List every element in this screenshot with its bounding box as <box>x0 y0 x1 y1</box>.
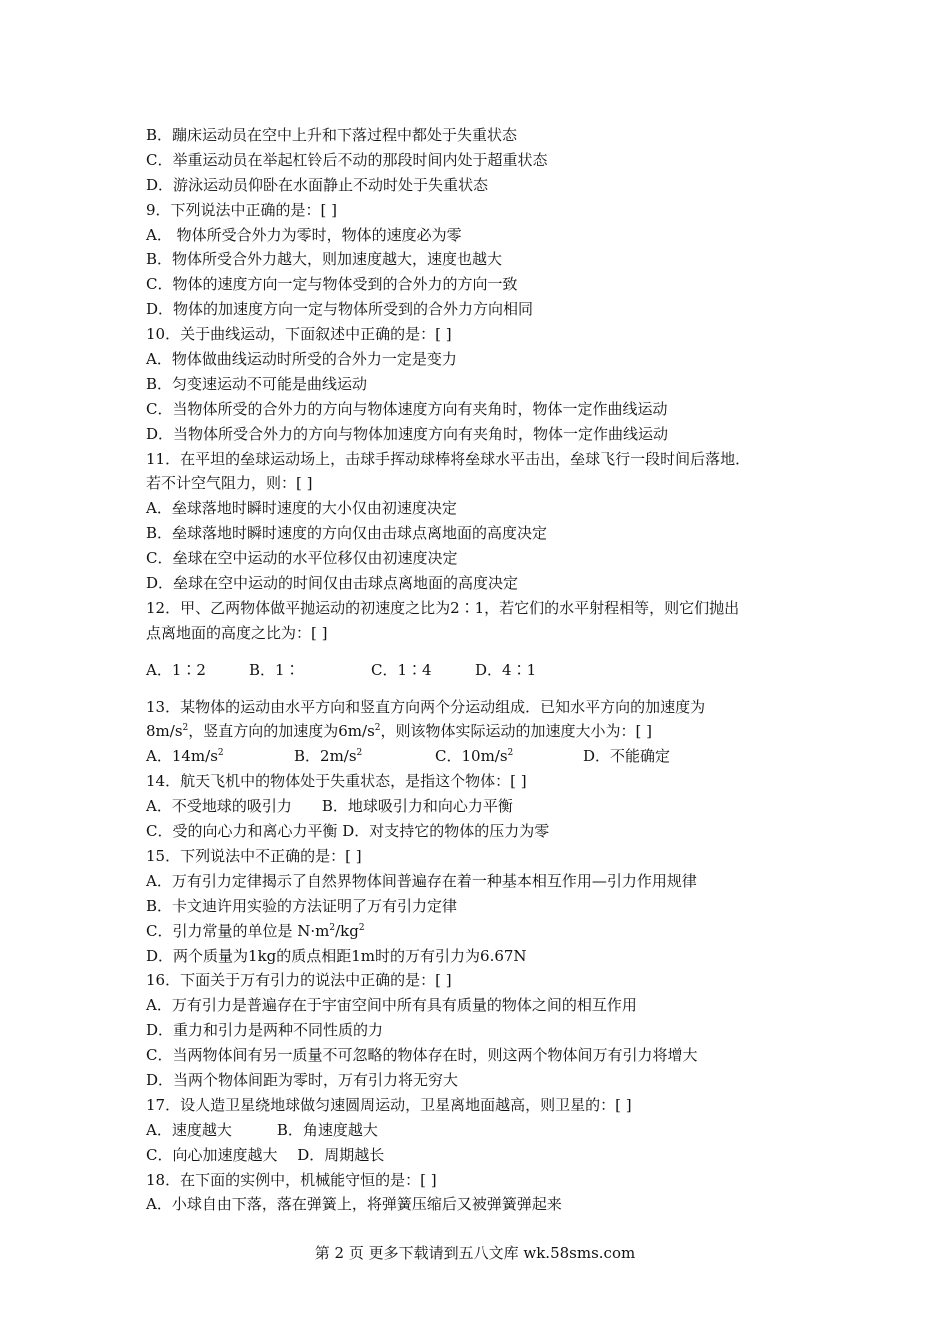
text-run: B．2m/s <box>294 747 357 766</box>
option-a: A．1∶2 <box>146 660 206 679</box>
text-line: C．向心加速度越大 D．周期越长 <box>146 1145 385 1164</box>
text-line: B．垒球落地时瞬时速度的方向仅由击球点离地面的高度决定 <box>146 524 548 543</box>
option-b: B．1∶ <box>249 660 300 679</box>
option-d: D．4∶1 <box>475 660 537 679</box>
page-footer: 第 2 页 更多下载请到五八文库 wk.58sms.com <box>314 1244 636 1262</box>
superscript: 2 <box>217 748 224 759</box>
text-line: B．卡文迪许用实验的方法证明了万有引力定律 <box>146 896 458 915</box>
text-line: A．物体做曲线运动时所受的合外力一定是变力 <box>146 350 457 369</box>
superscript: 2 <box>358 922 365 933</box>
text-run: ，则该物体实际运动的加速度大小为：[ ] <box>380 722 653 741</box>
text-run: A．14m/s <box>146 747 218 766</box>
question-14: 14．航天飞机中的物体处于失重状态，是指这个物体：[ ] <box>146 772 527 791</box>
text-line: A．小球自由下落，落在弹簧上，将弹簧压缩后又被弹簧弹起来 <box>146 1195 562 1214</box>
question-11: 11．在平坦的垒球运动场上，击球手挥动球棒将垒球水平击出，垒球飞行一段时间后落地． <box>146 449 751 468</box>
text-line: D．当物体所受合外力的方向与物体加速度方向有夹角时，物体一定作曲线运动 <box>146 424 669 443</box>
option-a <box>146 744 294 769</box>
text-line: C．当两物体间有另一质量不可忽略的物体存在时，则这两个物体间万有引力将增大 <box>146 1046 698 1065</box>
text-line: A．垒球落地时瞬时速度的大小仅由初速度决定 <box>146 499 457 518</box>
option-d: D．不能确定 <box>583 747 671 766</box>
question-13: 13．某物体的运动由水平方向和竖直方向两个分运动组成．已知水平方向的加速度为 <box>146 697 706 716</box>
question-10: 10．关于曲线运动，下面叙述中正确的是：[ ] <box>146 325 452 344</box>
superscript: 2 <box>507 748 514 759</box>
option-c <box>435 744 583 769</box>
text-line: D．重力和引力是两种不同性质的力 <box>146 1021 384 1040</box>
text-line: A．速度越大 B．角速度越大 <box>146 1120 378 1139</box>
text-line: D．当两个物体间距为零时，万有引力将无穷大 <box>146 1070 459 1089</box>
text-line: A． 物体所受合外力为零时，物体的速度必为零 <box>146 225 462 244</box>
q12-options <box>146 658 826 683</box>
superscript: 2 <box>356 748 363 759</box>
text-line: D．游泳运动员仰卧在水面静止不动时处于失重状态 <box>146 175 489 194</box>
text-line: A．不受地球的吸引力 B．地球吸引力和向心力平衡 <box>146 797 513 816</box>
text-line: C．当物体所受的合外力的方向与物体速度方向有夹角时，物体一定作曲线运动 <box>146 399 668 418</box>
text-line: D．垒球在空中运动的时间仅由击球点离地面的高度决定 <box>146 574 519 593</box>
text-run: C．引力常量的单位是 N·m <box>146 921 330 940</box>
option-c: C．1∶4 <box>371 660 432 679</box>
superscript: 2 <box>329 922 336 933</box>
text-line: 点离地面的高度之比为：[ ] <box>146 623 328 642</box>
question-12: 12．甲、乙两物体做平抛运动的初速度之比为2∶1，若它们的水平射程相等，则它们抛出 <box>146 598 740 617</box>
question-18: 18．在下面的实例中，机械能守恒的是：[ ] <box>146 1170 437 1189</box>
text-line: C．举重运动员在举起杠铃后不动的那段时间内处于超重状态 <box>146 150 548 169</box>
text-line: A．万有引力是普遍存在于宇宙空间中所有具有质量的物体之间的相互作用 <box>146 996 637 1015</box>
question-17: 17．设人造卫星绕地球做匀速圆周运动，卫星离地面越高，则卫星的：[ ] <box>146 1095 632 1114</box>
text-line: B．物体所受合外力越大，则加速度越大，速度也越大 <box>146 250 503 269</box>
text-run: C．10m/s <box>435 747 508 766</box>
question-15: 15．下列说法中不正确的是：[ ] <box>146 846 362 865</box>
text-line: D．两个质量为1kg的质点相距1m时的万有引力为6.67N <box>146 946 527 965</box>
text-line <box>146 919 826 944</box>
text-line: B．匀变速运动不可能是曲线运动 <box>146 374 368 393</box>
question-9: 9．下列说法中正确的是：[ ] <box>146 200 338 219</box>
text-run: /kg <box>335 921 359 940</box>
text-line: C．物体的速度方向一定与物体受到的合外力的方向一致 <box>146 275 518 294</box>
text-line: 若不计空气阻力，则：[ ] <box>146 474 313 493</box>
superscript: 2 <box>374 723 381 734</box>
text-run: 8m/s <box>146 722 183 741</box>
text-line: C．垒球在空中运动的水平位移仅由初速度决定 <box>146 549 458 568</box>
superscript: 2 <box>182 723 189 734</box>
text-run: ，竖直方向的加速度为6m/s <box>188 722 375 741</box>
q13-options <box>146 744 826 769</box>
text-line: A．万有引力定律揭示了自然界物体间普遍存在着一种基本相互作用—引力作用规律 <box>146 871 697 890</box>
document-body <box>146 123 826 1217</box>
text-line <box>146 719 826 744</box>
question-16: 16．下面关于万有引力的说法中正确的是：[ ] <box>146 971 452 990</box>
text-line: B．蹦床运动员在空中上升和下落过程中都处于失重状态 <box>146 126 518 144</box>
option-b <box>294 744 435 769</box>
text-line: D．物体的加速度方向一定与物体所受到的合外力方向相同 <box>146 300 534 319</box>
text-line: C．受的向心力和离心力平衡 D．对支持它的物体的压力为零 <box>146 822 550 841</box>
